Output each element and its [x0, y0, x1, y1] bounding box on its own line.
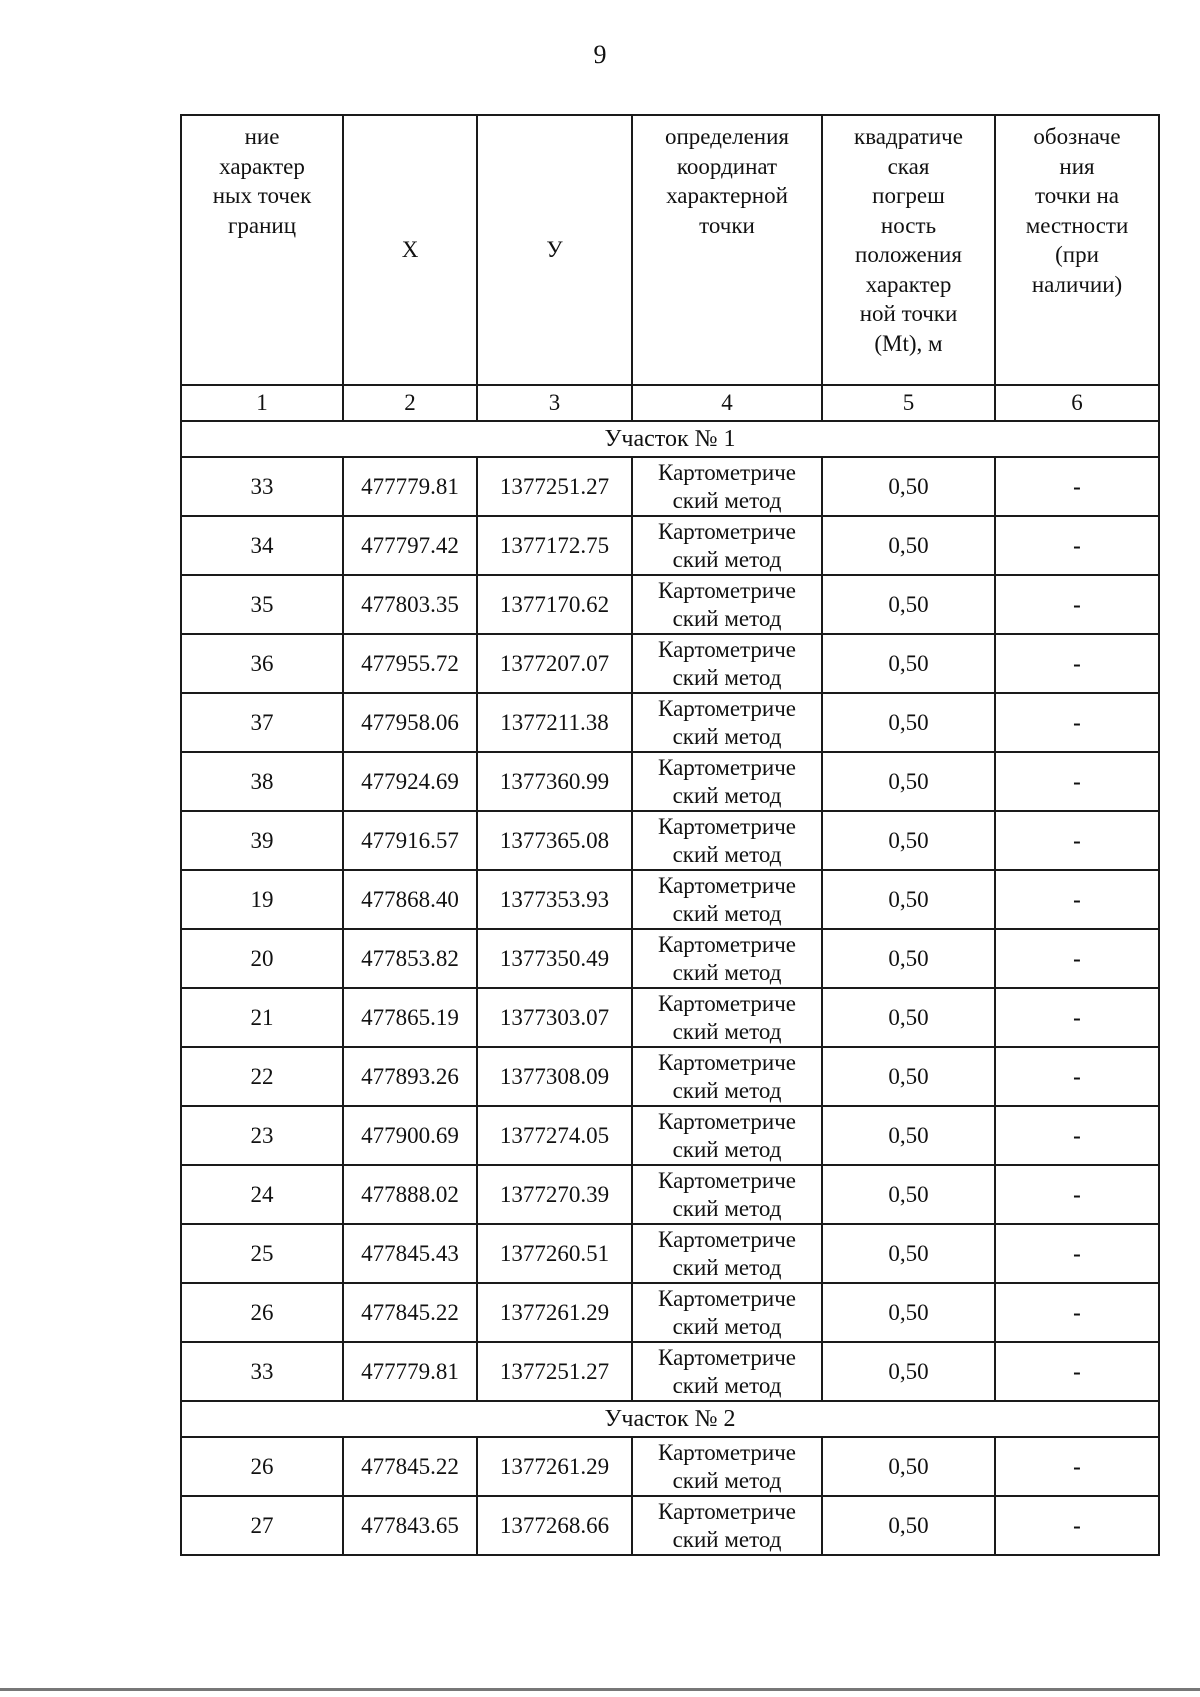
header-col-4-line: координат — [676, 153, 778, 179]
table-row — [181, 634, 1159, 693]
column-number: 5 — [822, 385, 995, 421]
point-number-cell: 33 — [181, 457, 343, 516]
method-text: ский метод — [672, 1313, 782, 1339]
header-col-6 — [995, 115, 1159, 385]
y-coordinate-cell: 1377261.29 — [477, 1437, 632, 1496]
x-coordinate-cell: 477888.02 — [343, 1165, 477, 1224]
marking-cell: - — [995, 752, 1159, 811]
y-coordinate-cell: 1377170.62 — [477, 575, 632, 634]
accuracy-cell: 0,50 — [822, 634, 995, 693]
marking-cell: - — [995, 870, 1159, 929]
method-text: Картометриче — [658, 577, 796, 603]
accuracy-cell: 0,50 — [822, 1165, 995, 1224]
point-number-cell: 35 — [181, 575, 343, 634]
header-col-4-line: определения — [664, 124, 789, 149]
method-cell — [632, 929, 822, 988]
accuracy-cell: 0,50 — [822, 516, 995, 575]
header-col-3: У — [477, 115, 632, 385]
method-text: ский метод — [672, 664, 782, 690]
method-text: ский метод — [672, 1077, 782, 1103]
method-cell — [632, 1437, 822, 1496]
x-coordinate-cell: 477845.22 — [343, 1437, 477, 1496]
y-coordinate-cell: 1377260.51 — [477, 1224, 632, 1283]
x-coordinate-cell: 477803.35 — [343, 575, 477, 634]
accuracy-cell: 0,50 — [822, 1437, 995, 1496]
column-number: 6 — [995, 385, 1159, 421]
header-col-5-line: погреш — [872, 183, 945, 208]
point-number-cell: 33 — [181, 1342, 343, 1401]
x-coordinate-cell: 477893.26 — [343, 1047, 477, 1106]
table-row — [181, 870, 1159, 929]
x-coordinate-cell: 477797.42 — [343, 516, 477, 575]
method-text: Картометриче — [658, 1344, 796, 1370]
section-title: Участок № 1 — [181, 421, 1159, 457]
accuracy-cell: 0,50 — [822, 1106, 995, 1165]
point-number-cell: 34 — [181, 516, 343, 575]
method-text: Картометриче — [658, 1498, 796, 1524]
scan-edge-line — [0, 1688, 1200, 1691]
section-title: Участок № 2 — [181, 1401, 1159, 1437]
marking-cell: - — [995, 575, 1159, 634]
method-text: ский метод — [672, 1136, 782, 1162]
accuracy-cell: 0,50 — [822, 988, 995, 1047]
page-number: 9 — [593, 40, 607, 69]
header-col-5-line: квадратиче — [854, 124, 963, 149]
header-col-5-line: ной точки — [859, 301, 958, 326]
coordinates-table — [180, 114, 1160, 1556]
marking-cell: - — [995, 457, 1159, 516]
y-coordinate-cell: 1377303.07 — [477, 988, 632, 1047]
point-number-cell: 23 — [181, 1106, 343, 1165]
method-text: Картометриче — [658, 990, 796, 1016]
table-row — [181, 1224, 1159, 1283]
y-coordinate-cell: 1377274.05 — [477, 1106, 632, 1165]
point-number-cell: 25 — [181, 1224, 343, 1283]
x-coordinate-cell: 477916.57 — [343, 811, 477, 870]
point-number-cell: 24 — [181, 1165, 343, 1224]
y-coordinate-cell: 1377268.66 — [477, 1496, 632, 1555]
accuracy-cell: 0,50 — [822, 752, 995, 811]
method-text: ский метод — [672, 959, 782, 985]
table-row — [181, 1496, 1159, 1555]
method-cell — [632, 457, 822, 516]
table-row — [181, 516, 1159, 575]
method-text: ский метод — [672, 1467, 782, 1493]
accuracy-cell: 0,50 — [822, 693, 995, 752]
header-col-4-line: точки — [699, 212, 755, 238]
method-text: Картометриче — [658, 518, 796, 544]
section-row — [181, 1401, 1159, 1437]
method-cell — [632, 1106, 822, 1165]
header-col-2: X — [343, 115, 477, 385]
marking-cell: - — [995, 811, 1159, 870]
method-cell — [632, 693, 822, 752]
x-coordinate-cell: 477900.69 — [343, 1106, 477, 1165]
header-col-6-line: (при — [1055, 242, 1099, 267]
x-coordinate-cell: 477843.65 — [343, 1496, 477, 1555]
point-number-cell: 27 — [181, 1496, 343, 1555]
marking-cell: - — [995, 1342, 1159, 1401]
marking-cell: - — [995, 1165, 1159, 1224]
accuracy-cell: 0,50 — [822, 1342, 995, 1401]
method-text: ский метод — [672, 1372, 782, 1398]
method-text: ский метод — [672, 1018, 782, 1044]
accuracy-cell: 0,50 — [822, 575, 995, 634]
table-row — [181, 929, 1159, 988]
header-col-1-line: ние — [244, 124, 280, 149]
accuracy-cell: 0,50 — [822, 457, 995, 516]
method-text: ский метод — [672, 546, 782, 572]
accuracy-cell: 0,50 — [822, 811, 995, 870]
accuracy-cell: 0,50 — [822, 870, 995, 929]
method-cell — [632, 1165, 822, 1224]
marking-cell: - — [995, 1496, 1159, 1555]
method-text: Картометриче — [658, 813, 796, 839]
x-coordinate-cell: 477955.72 — [343, 634, 477, 693]
method-text: Картометриче — [658, 754, 796, 780]
marking-cell: - — [995, 1047, 1159, 1106]
header-col-1 — [181, 115, 343, 385]
method-text: ский метод — [672, 1526, 782, 1552]
table-row — [181, 1165, 1159, 1224]
y-coordinate-cell: 1377308.09 — [477, 1047, 632, 1106]
accuracy-cell: 0,50 — [822, 1496, 995, 1555]
header-col-1-line: ных точек — [212, 183, 312, 208]
method-cell — [632, 1283, 822, 1342]
method-text: ский метод — [672, 487, 782, 513]
header-col-6-line: ния — [1059, 153, 1095, 179]
method-text: Картометриче — [658, 459, 796, 485]
header-col-1-line: характер — [219, 153, 305, 179]
table-row — [181, 1047, 1159, 1106]
method-text: Картометриче — [658, 695, 796, 721]
column-number: 3 — [477, 385, 632, 421]
y-coordinate-cell: 1377172.75 — [477, 516, 632, 575]
method-text: ский метод — [672, 723, 782, 749]
y-coordinate-cell: 1377365.08 — [477, 811, 632, 870]
method-text: Картометриче — [658, 1285, 796, 1311]
point-number-cell: 19 — [181, 870, 343, 929]
method-cell — [632, 811, 822, 870]
method-cell — [632, 1342, 822, 1401]
accuracy-cell: 0,50 — [822, 1224, 995, 1283]
header-col-5-line: характер — [865, 271, 952, 297]
y-coordinate-cell: 1377353.93 — [477, 870, 632, 929]
method-cell — [632, 870, 822, 929]
method-cell — [632, 575, 822, 634]
header-col-5 — [822, 115, 995, 385]
table-row — [181, 1437, 1159, 1496]
point-number-cell: 39 — [181, 811, 343, 870]
marking-cell: - — [995, 988, 1159, 1047]
method-text: ский метод — [672, 782, 782, 808]
marking-cell: - — [995, 929, 1159, 988]
header-col-5-line: положения — [855, 242, 962, 267]
x-coordinate-cell: 477865.19 — [343, 988, 477, 1047]
table-row — [181, 693, 1159, 752]
method-text: Картометриче — [658, 1439, 796, 1465]
marking-cell: - — [995, 634, 1159, 693]
header-col-5-line: (Mt), м — [874, 330, 943, 356]
y-coordinate-cell: 1377211.38 — [477, 693, 632, 752]
header-col-6-line: обозначе — [1033, 124, 1121, 149]
table-row — [181, 575, 1159, 634]
header-col-5-line: ская — [887, 153, 930, 179]
method-cell — [632, 988, 822, 1047]
x-coordinate-cell: 477779.81 — [343, 457, 477, 516]
y-coordinate-cell: 1377251.27 — [477, 457, 632, 516]
header-col-5-line: ность — [880, 212, 937, 238]
column-number-row — [181, 385, 1159, 421]
y-coordinate-cell: 1377251.27 — [477, 1342, 632, 1401]
column-number: 1 — [181, 385, 343, 421]
header-col-1-line: границ — [227, 212, 297, 238]
x-coordinate-cell: 477845.43 — [343, 1224, 477, 1283]
table-row — [181, 1283, 1159, 1342]
point-number-cell: 22 — [181, 1047, 343, 1106]
point-number-cell: 38 — [181, 752, 343, 811]
method-text: ский метод — [672, 1254, 782, 1280]
table-row — [181, 752, 1159, 811]
point-number-cell: 26 — [181, 1283, 343, 1342]
marking-cell: - — [995, 1437, 1159, 1496]
header-col-6-line: точки на — [1035, 183, 1119, 208]
header-col-4-line: характерной — [666, 183, 788, 208]
point-number-cell: 20 — [181, 929, 343, 988]
x-coordinate-cell: 477853.82 — [343, 929, 477, 988]
header-col-6-line: наличии) — [1031, 271, 1123, 297]
method-text: ский метод — [672, 900, 782, 926]
point-number-cell: 37 — [181, 693, 343, 752]
accuracy-cell: 0,50 — [822, 1047, 995, 1106]
y-coordinate-cell: 1377360.99 — [477, 752, 632, 811]
table-row — [181, 1342, 1159, 1401]
header-col-6-line: местности — [1025, 212, 1129, 238]
method-text: Картометриче — [658, 872, 796, 898]
method-cell — [632, 752, 822, 811]
method-text: ский метод — [672, 841, 782, 867]
marking-cell: - — [995, 693, 1159, 752]
x-coordinate-cell: 477868.40 — [343, 870, 477, 929]
column-number: 4 — [632, 385, 822, 421]
method-cell — [632, 516, 822, 575]
header-col-4 — [632, 115, 822, 385]
method-text: Картометриче — [658, 1167, 796, 1193]
x-coordinate-cell: 477958.06 — [343, 693, 477, 752]
table-row — [181, 457, 1159, 516]
method-text: Картометриче — [658, 1226, 796, 1252]
point-number-cell: 36 — [181, 634, 343, 693]
y-coordinate-cell: 1377207.07 — [477, 634, 632, 693]
section-row — [181, 421, 1159, 457]
y-coordinate-cell: 1377261.29 — [477, 1283, 632, 1342]
method-cell — [632, 1047, 822, 1106]
marking-cell: - — [995, 1106, 1159, 1165]
method-text: ский метод — [672, 605, 782, 631]
x-coordinate-cell: 477845.22 — [343, 1283, 477, 1342]
y-coordinate-cell: 1377350.49 — [477, 929, 632, 988]
y-coordinate-cell: 1377270.39 — [477, 1165, 632, 1224]
x-coordinate-cell: 477924.69 — [343, 752, 477, 811]
marking-cell: - — [995, 1283, 1159, 1342]
point-number-cell: 26 — [181, 1437, 343, 1496]
method-cell — [632, 1224, 822, 1283]
method-text: ский метод — [672, 1195, 782, 1221]
method-cell — [632, 634, 822, 693]
method-text: Картометриче — [658, 636, 796, 662]
accuracy-cell: 0,50 — [822, 1283, 995, 1342]
marking-cell: - — [995, 516, 1159, 575]
table-row — [181, 1106, 1159, 1165]
column-number: 2 — [343, 385, 477, 421]
accuracy-cell: 0,50 — [822, 929, 995, 988]
point-number-cell: 21 — [181, 988, 343, 1047]
table-row — [181, 988, 1159, 1047]
method-cell — [632, 1496, 822, 1555]
marking-cell: - — [995, 1224, 1159, 1283]
header-row — [181, 115, 1159, 385]
method-text: Картометриче — [658, 931, 796, 957]
method-text: Картометриче — [658, 1049, 796, 1075]
method-text: Картометриче — [658, 1108, 796, 1134]
x-coordinate-cell: 477779.81 — [343, 1342, 477, 1401]
table-row — [181, 811, 1159, 870]
